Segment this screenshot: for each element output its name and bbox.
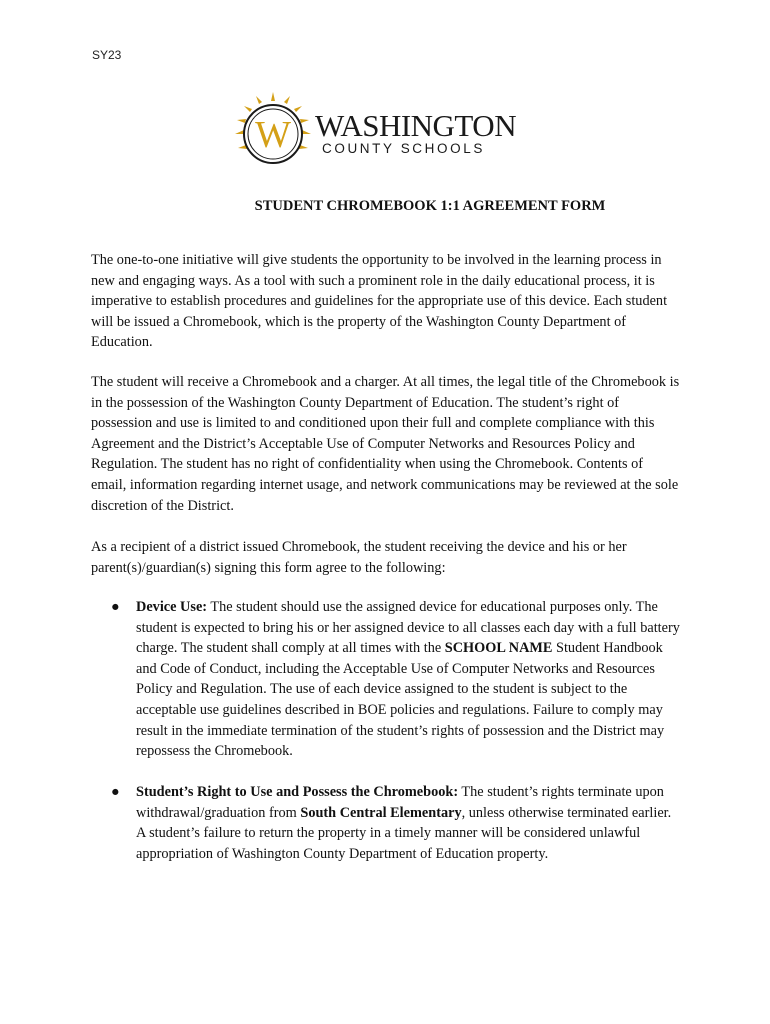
logo-subtitle: COUNTY SCHOOLS	[322, 141, 485, 156]
sunburst-emblem-icon	[232, 92, 314, 172]
form-title: STUDENT CHROMEBOOK 1:1 AGREEMENT FORM	[254, 198, 606, 214]
logo-letter: W	[255, 114, 291, 156]
list-item-right-to-use	[91, 782, 681, 864]
bullet-list	[91, 597, 681, 762]
bullet-marker: ●	[111, 784, 120, 800]
possession-paragraph	[91, 372, 681, 516]
intro-paragraph	[91, 250, 681, 353]
bullet-text: , unless otherwise terminated earlier. A student’s failure to return the property in a timely manner will be considered unlawful appropriation of Washington County Department of Education property.	[136, 804, 672, 862]
paragraph-text: The one-to-one initiative will give students the opportunity to be involved in the learning process in new and engaging ways. As a tool with such a prominent role in the daily educational process, it is imperative to establish procedures and guidelines for the appropriate use of this device. Each student will be issued a Chromebook, which is the property of the Washington County Department of Education.	[91, 252, 668, 351]
bullet-list	[91, 782, 681, 864]
list-item-device-use	[91, 597, 681, 762]
bullet-bold-text: South Central Elementary	[300, 804, 462, 821]
bullet-text: The student’s rights terminate upon withdrawal/graduation from	[136, 784, 664, 821]
bullet-heading: Device Use:	[136, 599, 208, 615]
paragraph-text: As a recipient of a district issued Chromebook, the student receiving the device and his or her parent(s)/guardian(s) signing this form agree to the following:	[91, 539, 627, 576]
district-logo	[232, 92, 542, 172]
bullet-text: Student Handbook and Code of Conduct, including the Acceptable Use of Computer Networks and Resources Policy and Regulation. The use of each device assigned to the student is subject to the acceptable use guidelines described in BOE policies and regulations. Failure to comply may result in the immediate termination of the student’s rights of possession and the District may repossess the Chromebook.	[136, 640, 665, 760]
document-code: SY23	[92, 48, 122, 62]
bullet-heading: Student’s Right to Use and Possess the Chromebook:	[136, 784, 459, 800]
bullet-marker: ●	[111, 599, 120, 615]
agreement-intro-paragraph	[91, 537, 681, 578]
logo-title: WASHINGTON	[315, 108, 517, 143]
bullet-text: The student should use the assigned device for educational purposes only. The student is expected to bring his or her assigned device to all classes each day with a full battery charge. The student shall comply at all times with the	[136, 599, 680, 657]
paragraph-text: The student will receive a Chromebook and a charger. At all times, the legal title of the Chromebook is in the possession of the Washington County Department of Education. The student’s right of possession and use is limited to and conditioned upon their full and complete compliance with this Agreement and the District’s Acceptable Use of Computer Networks and Resources Policy and Regulation. The student has no right of confidentiality when using the Chromebook. Contents of email, information regarding internet usage, and network communications may be reviewed at the sole discretion of the District.	[91, 374, 680, 514]
bullet-bold-text: SCHOOL NAME	[444, 640, 553, 657]
